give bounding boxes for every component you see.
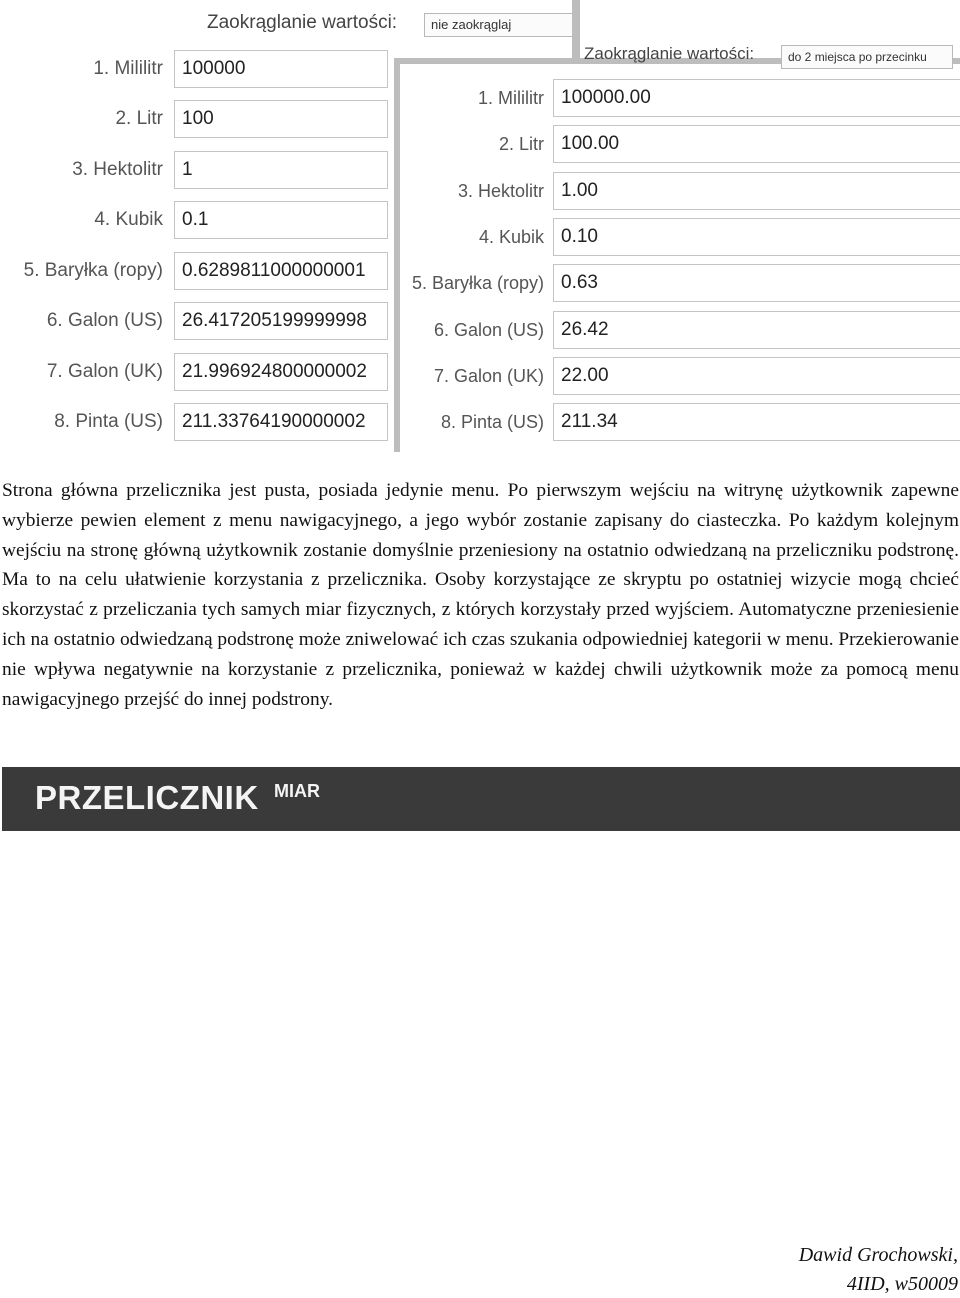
unit-label: 4. Kubik — [478, 227, 544, 247]
unit-input[interactable]: 211.33764190000002 — [174, 403, 388, 441]
unit-label: 7. Galon (UK) — [433, 366, 544, 386]
unit-label: 3. Hektolitr — [72, 159, 163, 180]
unit-input[interactable]: 1.00 — [553, 172, 960, 210]
rounding-label: Zaokrąglanie wartości: — [584, 44, 755, 63]
site-logo-subtitle: MIAR — [274, 781, 320, 801]
description-paragraph: Strona główna przelicznika jest pusta, posiada jedynie menu. Po pierwszym wejściu na witrynę użytkownik zapewne wybierze pewien element z menu nawigacyjnego, a jego wybór zostanie zapisany do ciasteczka. Po każdym kolejnym wejściu na stronę główną użytkownik zostanie domyślnie przeniesiony na ostatnio odwiedzaną na przeliczniku podstronę. Ma to na celu ułatwienie korzystania z przelicznika. Osoby korzystające ze skryptu po ostatniej wizycie mogą chcieć skorzystać z przeliczania tych samych miar fizycznych, z których korzystały przed wyjściem. Automatyczne przeniesienie ich na ostatnio odwiedzaną podstronę może zniwelować ich czas szukania odpowiedniej kategorii w menu. Przekierowanie nie wpływa negatywnie na korzystanie z przelicznika, ponieważ w każdej chwili użytkownik może za pomocą menu nawigacyjnego przejść do innej podstrony. — [2, 480, 959, 710]
unit-input[interactable]: 100000 — [174, 50, 388, 88]
author-name: Dawid Grochowski, — [798, 1244, 958, 1266]
screenshot-divider — [572, 0, 580, 64]
site-logo-title: PRZELICZNIK — [35, 779, 259, 816]
unit-label: 8. Pinta (US) — [440, 412, 544, 432]
unit-label: 3. Hektolitr — [457, 181, 544, 201]
unit-label: 8. Pinta (US) — [54, 411, 163, 432]
rounding-select[interactable]: do 2 miejsca po przecinku — [781, 45, 953, 69]
unit-label: 5. Baryłka (ropy) — [23, 260, 163, 281]
unit-label: 6. Galon (US) — [433, 320, 544, 340]
unit-label: 6. Galon (US) — [46, 310, 163, 331]
unit-label: 1. Mililitr — [478, 88, 544, 108]
rounding-label: Zaokrąglanie wartości: — [207, 12, 398, 33]
site-header-banner — [2, 767, 960, 831]
unit-input[interactable]: 0.63 — [553, 264, 960, 302]
unit-label: 7. Galon (UK) — [46, 361, 163, 382]
converter-screenshot-2-decimals — [394, 44, 960, 452]
unit-input[interactable]: 22.00 — [553, 357, 960, 395]
rounding-select[interactable]: nie zaokrąglaj — [424, 13, 576, 37]
unit-input[interactable]: 21.996924800000002 — [174, 353, 388, 391]
unit-input[interactable]: 1 — [174, 151, 388, 189]
unit-input[interactable]: 100000.00 — [553, 79, 960, 117]
unit-input[interactable]: 26.42 — [553, 311, 960, 349]
unit-input[interactable]: 0.1 — [174, 201, 388, 239]
unit-input[interactable]: 0.10 — [553, 218, 960, 256]
unit-label: 1. Mililitr — [93, 58, 163, 79]
unit-label: 2. Litr — [498, 134, 544, 154]
unit-input[interactable]: 26.417205199999998 — [174, 302, 388, 340]
unit-label: 2. Litr — [115, 108, 163, 129]
unit-input[interactable]: 100.00 — [553, 125, 960, 163]
unit-label: 5. Baryłka (ropy) — [411, 273, 544, 293]
author-group: 4IID, w50009 — [846, 1273, 958, 1295]
unit-label: 4. Kubik — [94, 209, 163, 230]
unit-input[interactable]: 100 — [174, 100, 388, 138]
unit-input[interactable]: 0.6289811000000001 — [174, 252, 388, 290]
unit-input[interactable]: 211.34 — [553, 403, 960, 441]
